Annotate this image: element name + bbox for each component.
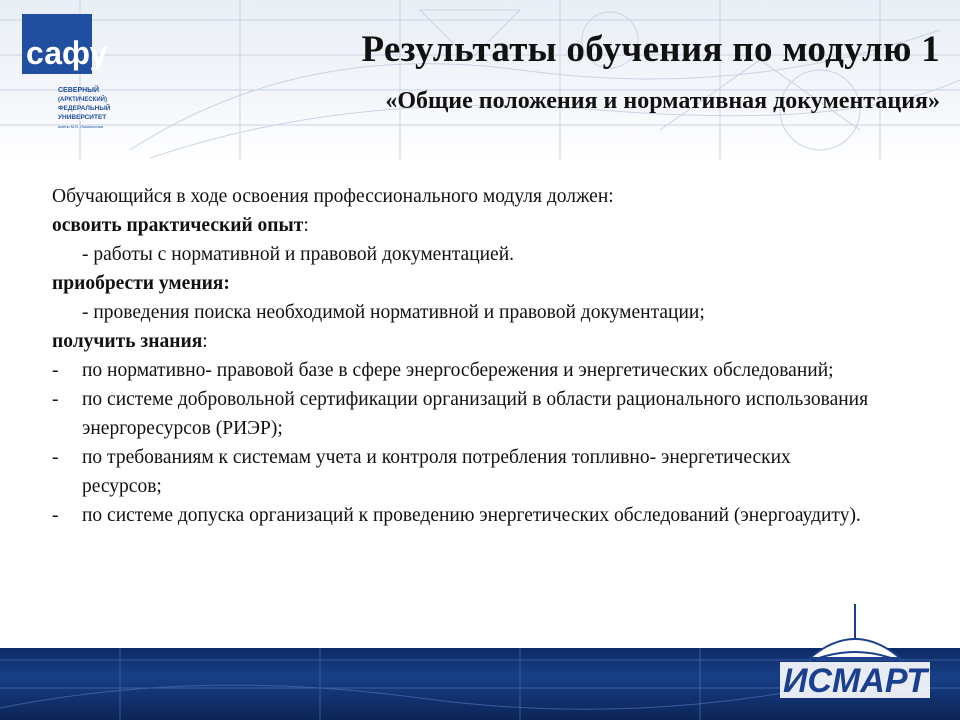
university-logo [20,12,120,142]
bullet-dash: - [52,447,59,468]
knowledge-item-text: по требованиям к системам учета и контроля потребления топливно- энергетических ресурсов; [82,447,791,497]
ismart-logo [770,600,940,718]
logo-line-1: СЕВЕРНЫЙ [58,87,100,94]
skills-item: - проведения поиска необходимой нормативной и правовой документации; [82,302,705,323]
skills-heading: приобрести умения: [52,273,230,294]
knowledge-item [52,443,912,501]
knowledge-item [52,385,912,443]
slide-title: Результаты обучения по модулю 1 [361,29,940,70]
logo-brand-text: сафу [26,35,108,71]
knowledge-item-text: по нормативно- правовой базе в сфере энергосбережения и энергетических обследований; [82,360,834,381]
knowledge-item [52,501,912,530]
header-background [0,0,960,160]
bullet-dash: - [52,505,59,526]
blueprint-drawing [0,0,960,160]
logo-line-2: (АРКТИЧЕСКИЙ) [58,97,107,103]
experience-colon: : [303,215,309,236]
knowledge-item [52,356,912,385]
experience-item: - работы с нормативной и правовой документацией. [82,244,515,265]
logo-brand-text: ИСМАРТ [782,662,928,700]
logo-line-3: ФЕДЕРАЛЬНЫЙ [58,105,111,112]
knowledge-item-text: по системе добровольной сертификации организаций в области рационального использования энергоресурсов (РИЭР); [82,389,869,439]
knowledge-colon: : [202,331,208,352]
bullet-dash: - [52,360,59,381]
knowledge-item-text: по системе допуска организаций к проведению энергетических обследований (энергоаудиту). [82,505,861,526]
knowledge-heading-line [52,327,912,356]
experience-heading-line [52,211,912,240]
experience-heading: освоить практический опыт [52,215,304,236]
intro-text: Обучающийся в ходе освоения профессионального модуля должен: [52,186,614,207]
logo-line-5: имени М.В. Ломоносова [58,124,103,129]
logo-line-4: УНИВЕРСИТЕТ [58,114,107,121]
content-body [52,182,912,530]
bullet-dash: - [52,389,59,410]
slide-subtitle: «Общие положения и нормативная документация» [385,88,940,114]
knowledge-heading: получить знания [52,331,203,352]
logo-dome [810,639,900,658]
